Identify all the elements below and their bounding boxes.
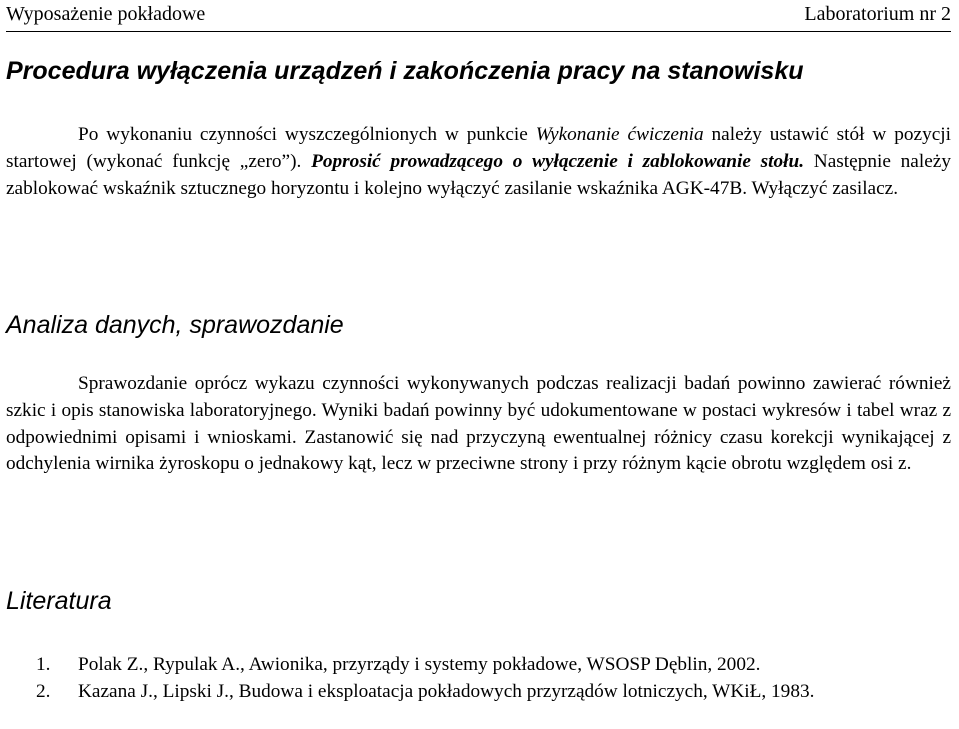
reference-text: Kazana J., Lipski J., Budowa i eksploatacja pokładowych przyrządów lotniczych, WKiŁ, 1983. xyxy=(78,681,815,702)
procedure-text-2: należy ustawić stół w pozycji startowej (wykonać funkcję „zero”). xyxy=(6,124,951,172)
reference-number: 2. xyxy=(36,681,51,702)
reference-item xyxy=(6,678,951,705)
procedure-italic-reference: Wykonanie ćwiczenia xyxy=(535,124,704,145)
header-lab-number: Laboratorium nr 2 xyxy=(804,3,951,25)
section-heading-procedure: Procedura wyłączenia urządzeń i zakończenia pracy na stanowisku xyxy=(6,57,804,85)
procedure-text-1: Po wykonaniu czynności wyszczególnionych w punkcie xyxy=(78,124,536,145)
procedure-emphasis: Poprosić prowadzącego o wyłączenie i zablokowanie stołu. xyxy=(311,151,805,172)
reference-item xyxy=(6,651,951,678)
running-header xyxy=(6,1,951,32)
section-heading-literature: Literatura xyxy=(6,587,112,615)
header-course-title: Wyposażenie pokładowe xyxy=(6,3,206,25)
procedure-paragraph xyxy=(6,121,951,202)
analysis-paragraph xyxy=(6,371,951,478)
reference-list xyxy=(6,651,951,705)
procedure-text-3: Następnie należy zablokować wskaźnik sztucznego horyzontu i kolejno wyłączyć zasilanie wskaźnika AGK-47B. Wyłączyć zasilacz. xyxy=(6,151,951,199)
analysis-text: Sprawozdanie oprócz wykazu czynności wykonywanych podczas realizacji badań powinno zawierać również szkic i opis stanowiska laboratoryjnego. Wyniki badań powinny być udokumentowane w postaci wykresów i tabel wraz z odpowiednimi opisami i wnioskami. Zastanowić się nad przyczyną ewentualnej różnicy czasu korekcji wynikającej z odchylenia wirnika żyroskopu o jednakowy kąt, lecz w przeciwne strony i przy różnym kącie obrotu względem osi z. xyxy=(6,373,951,475)
section-heading-analysis: Analiza danych, sprawozdanie xyxy=(6,311,344,339)
reference-number: 1. xyxy=(36,654,51,675)
reference-text: Polak Z., Rypulak A., Awionika, przyrządy i systemy pokładowe, WSOSP Dęblin, 2002. xyxy=(78,654,761,675)
